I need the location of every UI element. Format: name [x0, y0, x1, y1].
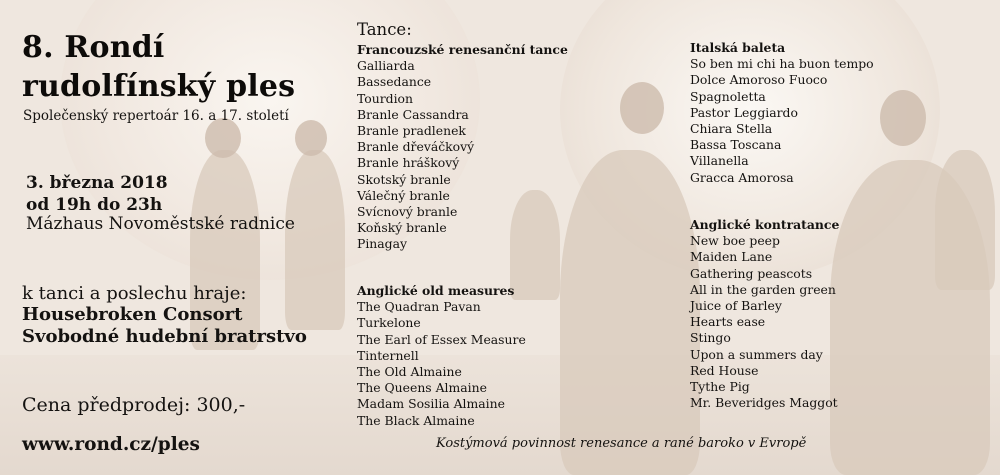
dance-item: Tinternell — [357, 347, 419, 363]
dance-item: Maiden Lane — [690, 249, 773, 265]
ticket-price: Cena předprodej: 300,- — [22, 394, 246, 416]
dance-section-contra — [690, 217, 839, 411]
dance-item: Bassedance — [357, 74, 432, 90]
event-date: 3. března 2018 — [26, 173, 168, 193]
dance-item: Villanella — [690, 153, 749, 169]
dance-list — [357, 299, 526, 429]
dance-item: Turkelone — [357, 315, 421, 331]
dance-section-italian — [690, 40, 874, 186]
dance-item: Tythe Pig — [690, 379, 750, 395]
background-figure — [285, 150, 345, 330]
dance-item: Juice of Barley — [690, 298, 782, 314]
background-figure-head — [620, 82, 664, 134]
dance-item: Galliarda — [357, 58, 415, 74]
dance-item: Dolce Amoroso Fuoco — [690, 72, 828, 88]
dance-item: Mr. Beveridges Maggot — [690, 395, 838, 411]
dance-item: The Queens Almaine — [357, 380, 487, 396]
dance-item: Branle hráškový — [357, 155, 460, 171]
dance-item: Chiara Stella — [690, 121, 773, 137]
dance-item: Spagnoletta — [690, 88, 766, 104]
dance-item: Pinagay — [357, 236, 407, 252]
event-title — [22, 28, 295, 106]
dance-item: Koňský branle — [357, 220, 447, 236]
event-title-line1: 8. Rondí — [22, 30, 165, 65]
dance-list — [690, 233, 839, 411]
dance-item: Branle pradlenek — [357, 123, 466, 139]
background-figure-head — [205, 118, 241, 158]
dance-item: The Black Almaine — [357, 412, 475, 428]
dance-section-title: Anglické kontratance — [690, 217, 840, 232]
dance-item: Tourdion — [357, 90, 413, 106]
dance-item: So ben mi chi ha buon tempo — [690, 56, 874, 72]
background-figure — [560, 150, 700, 475]
dance-item: Upon a summers day — [690, 346, 823, 362]
dance-item: All in the garden green — [690, 281, 836, 297]
background-figure-head — [880, 90, 926, 146]
dance-item: Red House — [690, 362, 759, 378]
dance-item: Branle dřeváčkový — [357, 139, 475, 155]
dance-section-old-measures — [357, 283, 526, 429]
music-label: k tanci a poslechu hraje: — [22, 283, 247, 304]
dance-item: The Quadran Pavan — [357, 299, 481, 315]
dance-list — [690, 56, 874, 186]
event-datetime — [26, 172, 168, 216]
event-subtitle: Společenský repertoár 16. a 17. století — [23, 108, 289, 124]
dance-item: The Earl of Essex Measure — [357, 331, 526, 347]
website-link[interactable]: www.rond.cz/ples — [22, 434, 200, 455]
background-figure — [935, 150, 995, 290]
dance-section-french — [357, 20, 568, 253]
dance-section-title: Anglické old measures — [357, 283, 515, 298]
dance-item: Válečný branle — [357, 187, 450, 203]
dance-item: Svícnový branle — [357, 204, 458, 220]
costume-note: Kostýmová povinnost renesance a rané baroko v Evropě — [436, 436, 807, 451]
dance-item: Hearts ease — [690, 314, 766, 330]
event-time: od 19h do 23h — [26, 195, 163, 215]
dance-section-title: Francouzské renesanční tance — [357, 42, 568, 57]
dances-heading: Tance: — [357, 20, 412, 39]
dance-item: Madam Sosilia Almaine — [357, 396, 505, 412]
event-title-line2: rudolfínský ples — [22, 69, 296, 104]
dance-list — [357, 58, 568, 252]
band-list — [22, 304, 307, 348]
event-venue: Mázhaus Novoměstské radnice — [26, 214, 295, 234]
dance-item: Skotský branle — [357, 171, 451, 187]
dance-item: The Old Almaine — [357, 364, 462, 380]
dance-item: Bassa Toscana — [690, 137, 782, 153]
background-figure-head — [295, 120, 327, 156]
dance-item: Branle Cassandra — [357, 106, 469, 122]
dance-item: New boe peep — [690, 233, 780, 249]
band-name: Svobodné hudební bratrstvo — [22, 326, 307, 347]
dance-item: Gracca Amorosa — [690, 169, 794, 185]
dance-item: Stingo — [690, 330, 731, 346]
dance-section-title: Italská baleta — [690, 40, 786, 55]
band-name: Housebroken Consort — [22, 304, 243, 325]
dance-item: Gathering peascots — [690, 265, 813, 281]
dance-item: Pastor Leggiardo — [690, 104, 798, 120]
